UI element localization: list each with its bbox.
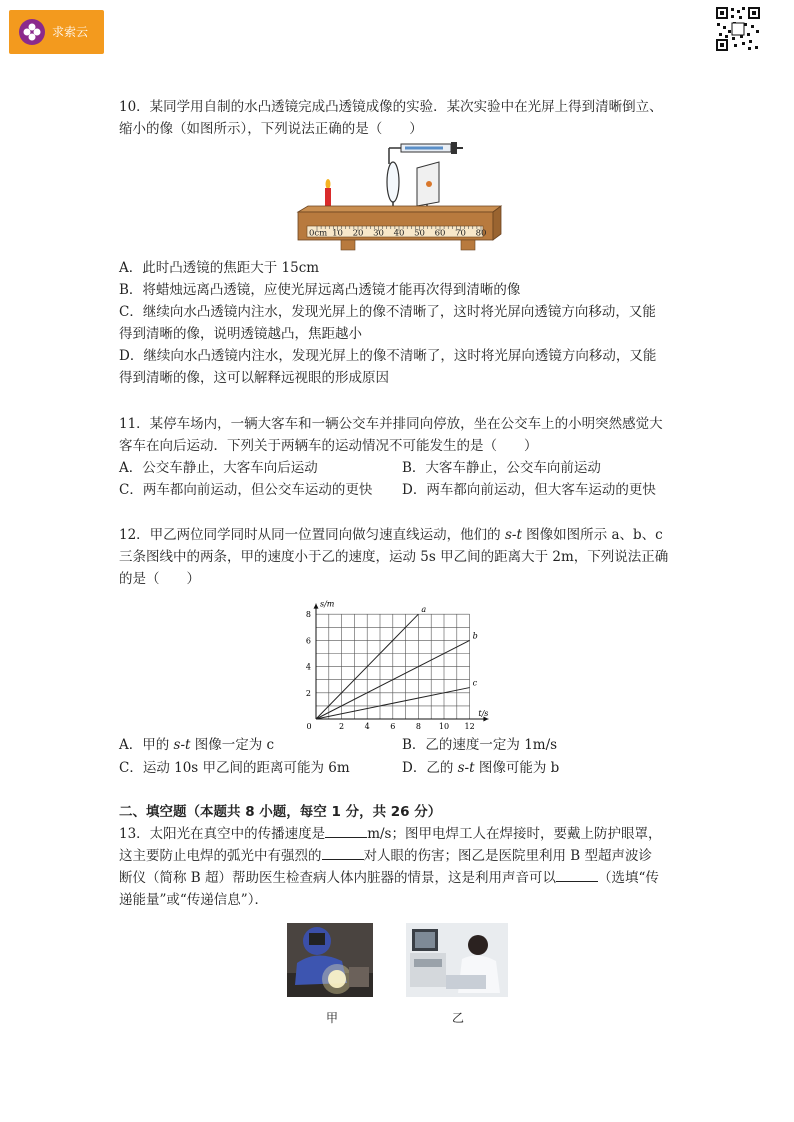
optical-bench-figure	[293, 140, 503, 252]
q12-option-c: C．运动 10s 甲乙间的距离可能为 6m	[119, 760, 350, 776]
q10-option-d-line2: 得到清晰的像，这可以解释远视眼的形成原因	[119, 370, 389, 386]
bench-label: 50	[414, 228, 425, 239]
q10-stem-line1: 10．某同学用自制的水凸透镜完成凸透镜成像的实验．某次实验中在光屏上得到清晰倒立、	[119, 99, 663, 115]
answer-blank-3[interactable]	[556, 869, 598, 882]
q12-option-d: D．乙的 s-t 图像可能为 b	[402, 760, 560, 776]
logo	[9, 10, 104, 54]
bench-label: 40	[393, 228, 405, 239]
bench-label: 30	[373, 228, 384, 239]
q13-line4: 递能量”或“传递信息”）．	[119, 892, 268, 908]
welder-photo	[287, 923, 373, 997]
y-tick-label: 6	[305, 636, 311, 646]
q12-stem-line1: 12．甲乙两位同学同时从同一位置同向做匀速直线运动，他们的 s-t 图像如图所示 a、b、c	[119, 527, 663, 543]
q10-option-c-line1: C．继续向水凸透镜内注水，发现光屏上的像不清晰了，这时将光屏向透镜方向移动，又能	[119, 304, 656, 320]
q12-option-b: B．乙的速度一定为 1m/s	[402, 737, 558, 753]
syringe-icon	[389, 142, 463, 164]
y-tick-label: 8	[305, 610, 311, 620]
q11-option-a: A．公交车静止，大客车向后运动	[119, 460, 318, 476]
q13-line1: 13．太阳光在真空中的传播速度是 m/s；图甲电焊工人在焊接时，要戴上防护眼罩，	[119, 826, 662, 842]
x-axis-label: t/s	[478, 709, 489, 718]
bench-label: 70	[455, 228, 466, 239]
qr-code-icon	[715, 6, 761, 52]
series-label-c: c	[472, 678, 478, 688]
q13-line2: 这主要防止电焊的弧光中有强烈的 对人眼的伤害；图乙是医院里利用 B 型超声波诊	[119, 848, 653, 864]
x-tick-label: 0	[306, 722, 312, 731]
section-title: 二、填空题（本题共 8 小题，每空 1 分，共 26 分）	[119, 804, 442, 820]
bench-label: 10	[332, 228, 343, 239]
q10-option-c-line2: 得到清晰的像，说明透镜越凸，焦距越小	[119, 326, 362, 342]
x-tick-label: 10	[438, 722, 450, 731]
caption-yi: 乙	[452, 1011, 465, 1025]
x-tick-label: 4	[364, 722, 370, 731]
q11-stem-line2: 客车在向后运动．下列关于两辆车的运动情况不可能发生的是（ ）	[119, 438, 538, 454]
q12-stem-line2: 三条图线中的两条，甲的速度小于乙的速度，运动 5s 甲乙间的距离大于 2m，下列说法正确	[119, 549, 669, 565]
bench-label: 20	[352, 228, 364, 239]
answer-blank-2[interactable]	[322, 847, 364, 860]
y-tick-label: 2	[305, 688, 311, 698]
q13-line3: 断仪（简称 B 超）帮助医生检查病人体内脏器的情景，这是利用声音可以 （选填“传	[119, 870, 659, 886]
x-tick-label: 2	[339, 722, 345, 731]
q12-option-a: A．甲的 s-t 图像一定为 c	[119, 737, 275, 753]
bench-label: 80	[475, 228, 487, 239]
x-tick-label: 12	[464, 722, 475, 731]
y-axis-label: s/m	[320, 599, 335, 609]
series-label-b: b	[472, 631, 478, 641]
q11-option-b: B．大客车静止，公交车向前运动	[402, 460, 601, 476]
q10-option-a: A．此时凸透镜的焦距大于 15cm	[119, 260, 320, 276]
bench-label: 0cm	[309, 228, 328, 239]
y-tick-label: 4	[305, 662, 311, 672]
x-tick-label: 8	[415, 722, 421, 731]
caption-jia: 甲	[326, 1011, 339, 1025]
series-label-a: a	[421, 605, 427, 615]
q10-stem-line2: 缩小的像（如图所示），下列说法正确的是（ ）	[119, 121, 423, 137]
logo-icon	[19, 19, 45, 45]
bench-label: 60	[434, 228, 446, 239]
logo-text: 求索云	[52, 25, 89, 39]
q10-option-b: B．将蜡烛远离凸透镜，应使光屏远离凸透镜才能再次得到清晰的像	[119, 282, 521, 298]
q11-option-c: C．两车都向前运动，但公交车运动的更快	[119, 482, 373, 498]
y-axis-arrow	[314, 604, 319, 609]
ultrasound-photo	[406, 923, 508, 997]
q11-stem-line1: 11．某停车场内，一辆大客车和一辆公交车并排同向停放，坐在公交车上的小明突然感觉大	[119, 416, 663, 432]
q12-stem-line3: 的是（ ）	[119, 571, 200, 587]
x-tick-label: 6	[390, 722, 396, 731]
q10-option-d-line1: D．继续向水凸透镜内注水，发现光屏上的像不清晰了，这时将光屏向透镜方向移动，又能	[119, 348, 657, 364]
st-graph	[296, 592, 496, 732]
q11-option-d: D．两车都向前运动，但大客车运动的更快	[402, 482, 656, 498]
answer-blank-1[interactable]	[325, 825, 367, 838]
